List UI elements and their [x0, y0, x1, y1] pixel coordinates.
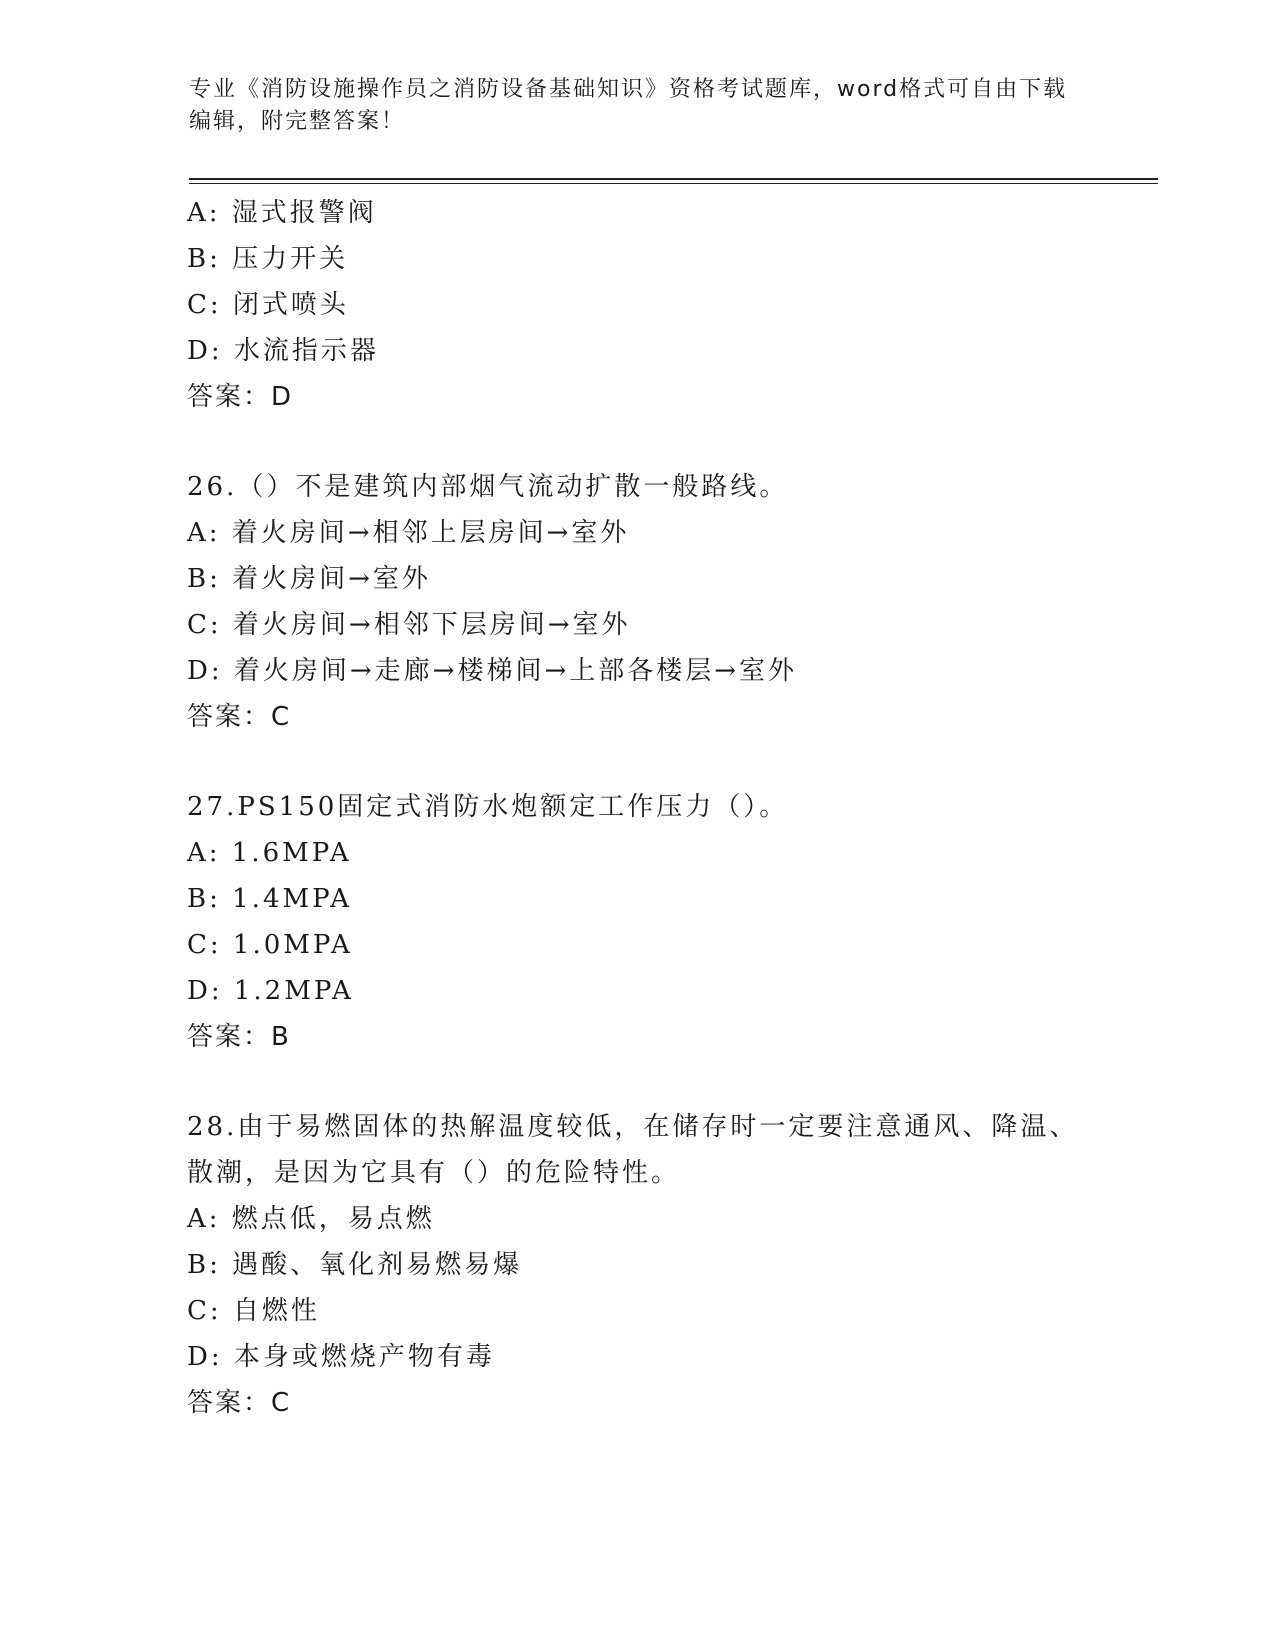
- option-a: A: 燃点低，易点燃: [187, 1204, 435, 1234]
- question-list: [187, 190, 1087, 1426]
- header-rule-thick: [189, 178, 1158, 180]
- option-b: B: 压力开关: [187, 244, 349, 274]
- option-d: D: 水流指示器: [187, 336, 379, 366]
- question-stem-line-1: 28.由于易燃固体的热解温度较低，在储存时一定要注意通风、降温、: [187, 1112, 1079, 1142]
- option-b: B: 遇酸、氧化剂易燃易爆: [187, 1250, 523, 1280]
- option-c: C: 自燃性: [187, 1296, 320, 1326]
- question-stem: 27.PS150固定式消防水炮额定工作压力（）。: [187, 792, 789, 822]
- answer-line: 答案：C: [187, 702, 292, 732]
- option-c: C: 着火房间→相邻下层房间→室外: [187, 610, 631, 640]
- answer-line: 答案：D: [187, 382, 294, 412]
- option-c: C: 闭式喷头: [187, 290, 349, 320]
- option-d: D: 1.2MPA: [187, 976, 354, 1006]
- document-header: 专业《消防设施操作员之消防设备基础知识》资格考试题库，word格式可自由下载编辑，附完整答案！: [189, 77, 1068, 134]
- option-a: A: 1.6MPA: [187, 838, 352, 868]
- option-d: D: 本身或燃烧产物有毒: [187, 1342, 495, 1372]
- option-a: A: 着火房间→相邻上层房间→室外: [187, 518, 630, 548]
- question-26: [187, 464, 1087, 740]
- answer-line: 答案：C: [187, 1388, 292, 1418]
- header-rule-thin: [189, 183, 1158, 184]
- option-c: C: 1.0MPA: [187, 930, 353, 960]
- option-b: B: 着火房间→室外: [187, 564, 431, 594]
- option-b: B: 1.4MPA: [187, 884, 352, 914]
- question-stem-line-2: 散潮，是因为它具有（）的危险特性。: [187, 1158, 681, 1188]
- question-28: [187, 1104, 1087, 1426]
- answer-line: 答案：B: [187, 1022, 291, 1052]
- option-d: D: 着火房间→走廊→楼梯间→上部各楼层→室外: [187, 656, 798, 686]
- question-stem: 26.（）不是建筑内部烟气流动扩散一般路线。: [187, 472, 789, 502]
- option-a: A: 湿式报警阀: [187, 198, 377, 228]
- question-27: [187, 784, 1087, 1060]
- question-25-tail: [187, 190, 1087, 420]
